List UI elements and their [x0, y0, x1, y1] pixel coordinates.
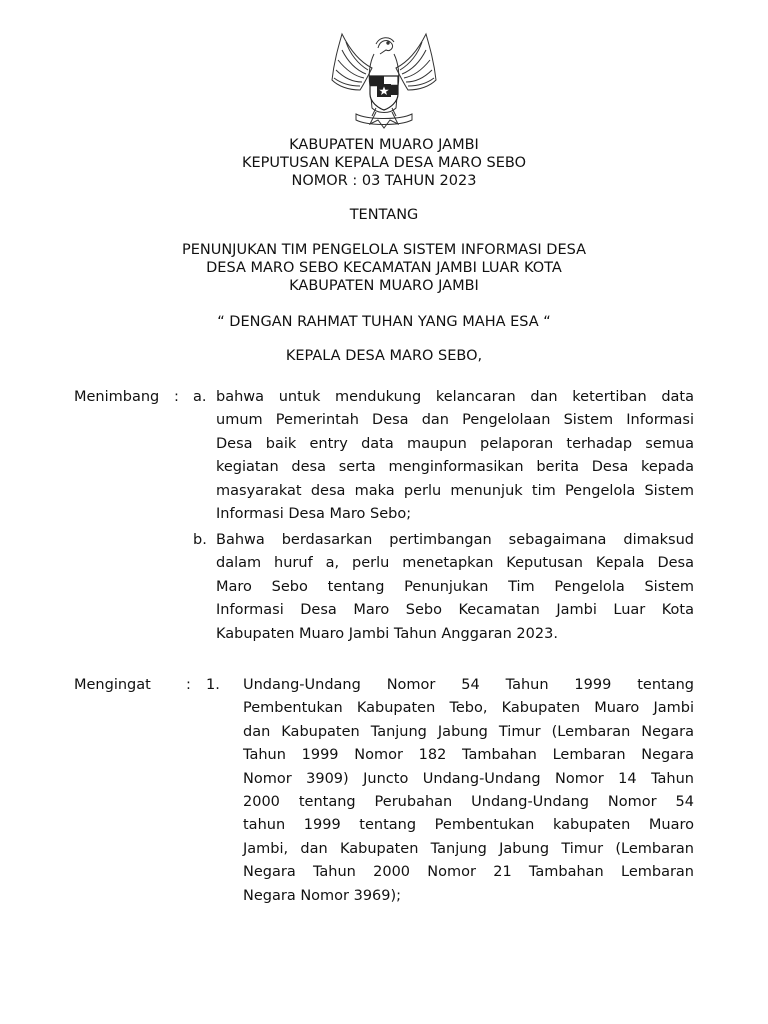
text-line: Informasi Desa Maro Sebo; — [216, 505, 412, 522]
mengingat-label: Mengingat — [74, 677, 151, 693]
text-line: Maro Sebo tentang Penunjukan Tim Pengelola Sistem — [216, 578, 694, 595]
subject-line-1: PENUNJUKAN TIM PENGELOLA SISTEM INFORMASI DESA — [181, 242, 587, 258]
text-line: Undang-Undang Nomor 54 Tahun 1999 tentang — [243, 677, 694, 693]
text-line: Desa baik entry data maupun pelaporan terhadap semua — [216, 435, 694, 452]
mengingat-item-1 — [243, 674, 694, 908]
text-line: Kabupaten Muaro Jambi Tahun Anggaran 2023. — [216, 625, 558, 642]
invocation: “ DENGAN RAHMAT TUHAN YANG MAHA ESA “ — [217, 314, 551, 330]
text-line: Informasi Desa Maro Sebo Kecamatan Jambi Luar Kota — [216, 602, 694, 619]
text-line: Tahun 1999 Nomor 182 Tambahan Lembaran Negara — [243, 747, 694, 764]
text-line: dalam huruf a, perlu menetapkan Keputusan Kepala Desa — [216, 555, 694, 572]
text-line: Pembentukan Kabupaten Tebo, Kabupaten Muaro Jambi — [243, 700, 694, 717]
text-line: Negara Tahun 2000 Nomor 21 Tambahan Lembaran — [243, 864, 694, 881]
text-line: Bahwa berdasarkan pertimbangan sebagaimana dimaksud — [216, 532, 694, 548]
text-line: tahun 1999 tentang Pembentukan kabupaten Muaro — [243, 817, 694, 834]
menimbang-colon: : — [174, 389, 179, 405]
menimbang-item-a — [216, 386, 694, 526]
official-title: KEPALA DESA MARO SEBO, — [285, 348, 483, 364]
subject-line-3: KABUPATEN MUARO JAMBI — [289, 278, 479, 294]
subject-line-2: DESA MARO SEBO KECAMATAN JAMBI LUAR KOTA — [206, 260, 562, 276]
garuda-emblem-icon — [320, 28, 448, 132]
tentang-heading: TENTANG — [349, 207, 419, 223]
text-line: Nomor 3909) Juncto Undang-Undang Nomor 14 Tahun — [243, 770, 694, 787]
menimbang-marker-b: b. — [193, 532, 207, 548]
text-line: Jambi, dan Kabupaten Tanjung Jabung Timur (Lembaran — [243, 840, 694, 857]
decree-title: KEPUTUSAN KEPALA DESA MARO SEBO — [241, 155, 527, 171]
regency-title: KABUPATEN MUARO JAMBI — [289, 137, 479, 153]
text-line: Negara Nomor 3969); — [243, 887, 402, 904]
mengingat-marker-1: 1. — [206, 677, 220, 693]
text-line: masyarakat desa maka perlu menunjuk tim Pengelola Sistem — [216, 482, 694, 499]
text-line: umum Pemerintah Desa dan Pengelolaan Sistem Informasi — [216, 412, 694, 429]
text-line: kegiatan desa serta menginformasikan berita Desa kepada — [216, 459, 694, 476]
menimbang-label: Menimbang — [74, 389, 160, 405]
text-line: dan Kabupaten Tanjung Jabung Timur (Lembaran Negara — [243, 723, 694, 740]
text-line: bahwa untuk mendukung kelancaran dan ketertiban data — [216, 389, 694, 405]
decree-number: NOMOR : 03 TAHUN 2023 — [291, 173, 477, 189]
menimbang-item-b — [216, 529, 694, 646]
document-header — [0, 136, 768, 190]
text-line: 2000 tentang Perubahan Undang-Undang Nomor 54 — [243, 793, 694, 810]
mengingat-colon: : — [186, 677, 191, 693]
decree-subject — [0, 241, 768, 295]
menimbang-marker-a: a. — [193, 389, 207, 405]
